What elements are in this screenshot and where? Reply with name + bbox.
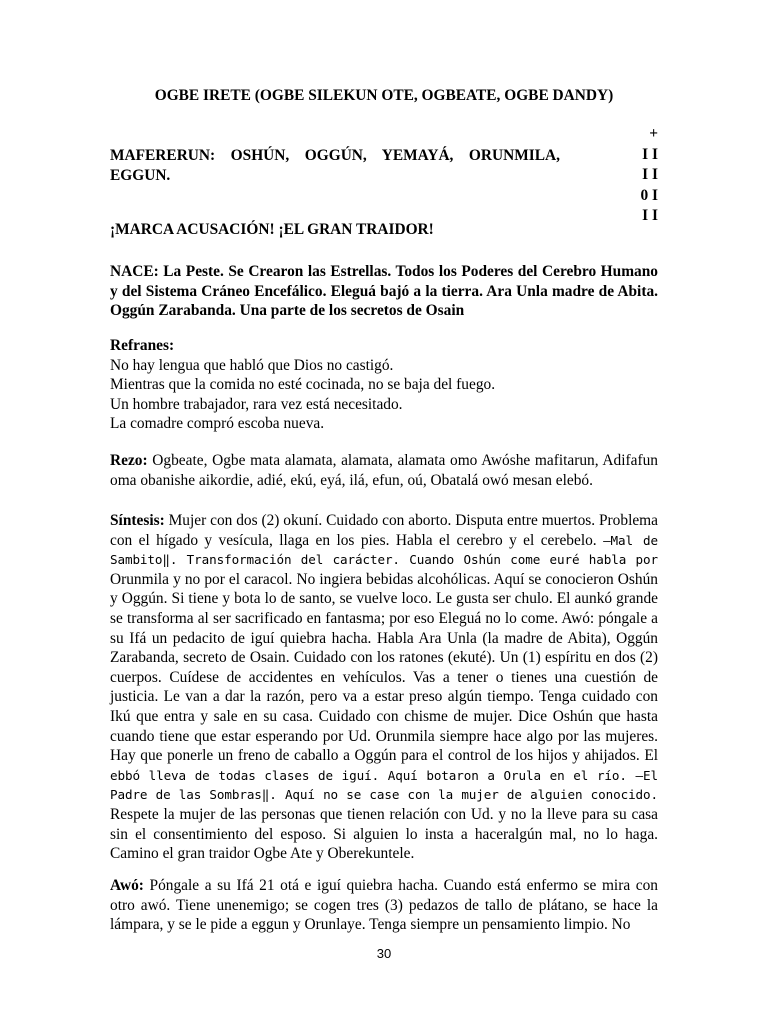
sintesis-text-3: Respete la mujer de las personas que tienen relación con Ud. y no la lleve para su casa sin el consentimiento del esposo. Si alguien lo insta a haceralgún mal, no lo haga. Camino el gran traidor Ogbe Ate y Oberekuntele.: [110, 805, 658, 863]
refran-line: Un hombre trabajador, rara vez está necesitado.: [110, 395, 403, 413]
awo-text: Póngale a su Ifá 21 otá e iguí quiebra hacha. Cuando está enfermo se mira con otro awó. Tiene unenemigo; se cogen tres (3) pedazos de tallo de plátano, se hace la lámpara, y se le pide a eggun y Orunlaye. Tenga siempre un pensamiento limpio. No: [110, 877, 658, 934]
sintesis-text-2: Orunmila y no por el caracol. No ingiera bebidas alcohólicas. Aquí se conocieron Oshún y Oggún. Si tiene y bota lo de santo, se vuelve loco. Le gusta ser chulo. El aunkó grande se transforma al ser sacrificado en fantasma; por eso Eleguá no lo come. Awó: póngale a su Ifá un pedacito de iguí quiebra hacha. Habla Ara Unla (la madre de Abita), Oggún Zarabanda, secreto de Osain. Cuidado con los ratones (ekuté). Un (1) espíritu en dos (2) cuerpos. Cuídese de accidentes en vehículos. Vas a tener o tienes una cuestión de justicia. Le van a dar la razón, pero va a estar preso algún tiempo. Tenga cuidado con Ikú que entra y sale en su casa. Cuidado con chisme de mujer. Dice Oshún que hasta cuando tiene que estar esperando por Ud. Orunmila siempre hace algo por las mujeres. Hay que ponerle un freno de caballo a Oggún para el control de los hijos y ahijados. El: [110, 570, 658, 765]
page-number: 30: [376, 946, 392, 961]
sign-row: I I: [642, 166, 658, 183]
sign-row: 0 I: [640, 186, 658, 204]
sign-row: I I: [642, 145, 658, 163]
odu-sign: [630, 124, 658, 227]
sintesis-text-mono-1: ―Mal de Sambito‖. Transformación del carácter. Cuando Oshún come euré habla por: [110, 532, 658, 568]
refran-line: No hay lengua que habló que Dios no castigó.: [110, 356, 394, 374]
refran-line: Mientras que la comida no esté cocinada, no se baja del fuego.: [110, 376, 496, 394]
refranes-heading: Refranes:: [110, 337, 175, 354]
sintesis-label: Síntesis:: [110, 512, 165, 529]
marca-heading: ¡MARCA ACUSACIÓN! ¡EL GRAN TRAIDOR!: [110, 221, 434, 238]
sign-row: I I: [642, 207, 658, 224]
mafererun-line: MAFERERUN: OSHÚN, OGGÚN, YEMAYÁ, ORUNMILA, EGGUN.: [110, 147, 560, 184]
section-title: OGBE IRETE (OGBE SILEKUN OTE, OGBEATE, OGBE DANDY): [154, 87, 614, 104]
rezo-label: Rezo:: [110, 452, 148, 469]
awo-label: Awó:: [110, 877, 144, 894]
nace-paragraph: NACE: La Peste. Se Crearon las Estrellas. Todos los Poderes del Cerebro Humano y del Sistema Cráneo Encefálico. Eleguá bajó a la tierra. Ara Unla madre de Abita. Oggún Zarabanda. Una parte de los secretos de Osain: [110, 263, 658, 320]
sintesis-paragraph: [110, 511, 658, 864]
awo-paragraph: [110, 876, 658, 935]
rezo-text: Ogbeate, Ogbe mata alamata, alamata, alamata omo Awóshe mafitarun, Adifafun oma obanishe aikordie, adié, ekú, eyá, ilá, efun, oú, Obatalá owó mesan elebó.: [110, 452, 658, 489]
sign-mark: +: [649, 125, 658, 142]
sintesis-text-1: Mujer con dos (2) okuní. Cuidado con aborto. Disputa entre muertos. Problema con el hígado y vesícula, llaga en los pies. Habla el cerebro y el cerebelo.: [110, 512, 658, 549]
refran-line: La comadre compró escoba nueva.: [110, 415, 325, 433]
sintesis-text-mono-2: ebbó lleva de todas clases de iguí. Aquí botaron a Orula en el río. ―El Padre de las Sombras‖. Aquí no se case con la mujer de alguien conocido.: [110, 767, 658, 803]
refranes-section: [110, 336, 658, 434]
rezo-paragraph: [110, 451, 658, 490]
